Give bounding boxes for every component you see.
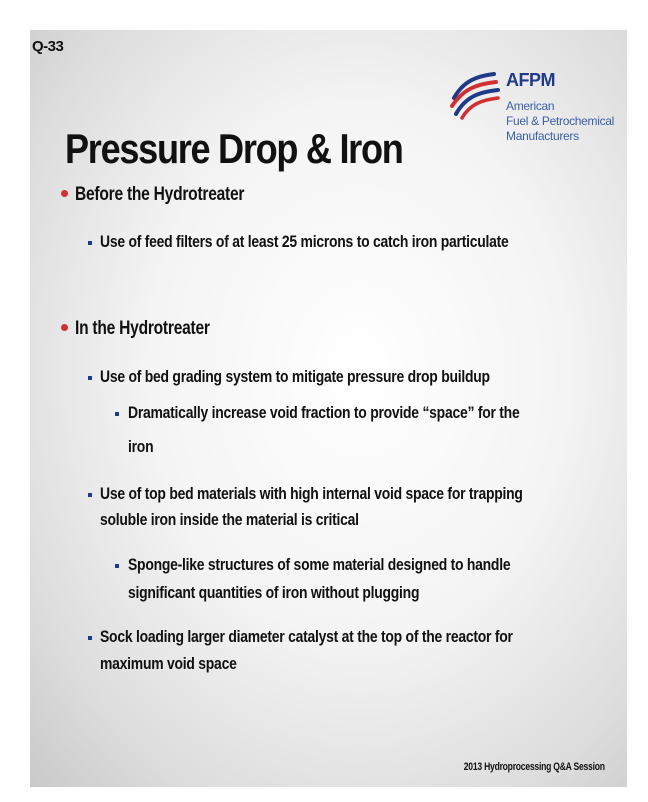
logo-line-2: Fuel & Petrochemical [506, 114, 615, 128]
bullet-in-sub2-detail-line1: Sponge-like structures of some material designed to handle [128, 555, 511, 574]
blue-bullet-icon [115, 564, 119, 568]
logo-name: AFPM [506, 70, 555, 90]
red-bullet-icon [61, 324, 68, 331]
blue-bullet-icon [88, 493, 92, 497]
bullet-in-sub2-line1: Use of top bed materials with high internal void space for trapping [100, 484, 523, 503]
blue-bullet-icon [88, 241, 92, 245]
bullet-in-sub1-detail-line2: iron [128, 437, 154, 456]
bullet-in-sub1: Use of bed grading system to mitigate pressure drop buildup [100, 367, 490, 386]
bullet-before-heading: Before the Hydrotreater [75, 184, 245, 205]
blue-bullet-icon [115, 412, 119, 416]
bullet-in-sub1-detail-line1: Dramatically increase void fraction to provide “space” for the [128, 403, 520, 422]
bullet-in-sub2-line2: soluble iron inside the material is critical [100, 510, 359, 529]
bullet-in-heading: In the Hydrotreater [75, 318, 210, 339]
red-bullet-icon [61, 190, 68, 197]
blue-bullet-icon [88, 376, 92, 380]
bullet-in-sub2-detail-line2: significant quantities of iron without plugging [128, 583, 420, 602]
blue-bullet-icon [88, 636, 92, 640]
slide-title: Pressure Drop & Iron [65, 125, 403, 172]
slide [30, 30, 627, 787]
afpm-swoosh-icon [448, 68, 500, 120]
question-label: Q-33 [32, 38, 64, 55]
bullet-in-sub3-line2: maximum void space [100, 654, 237, 673]
logo-line-3: Manufacturers [506, 129, 579, 143]
bullet-in-sub3-line1: Sock loading larger diameter catalyst at the top of the reactor for [100, 627, 513, 646]
slide-footer: 2013 Hydroprocessing Q&A Session [464, 761, 605, 773]
logo-line-1: American [506, 99, 555, 113]
bullet-before-sub1: Use of feed filters of at least 25 microns to catch iron particulate [100, 232, 509, 251]
afpm-logo [448, 66, 623, 176]
